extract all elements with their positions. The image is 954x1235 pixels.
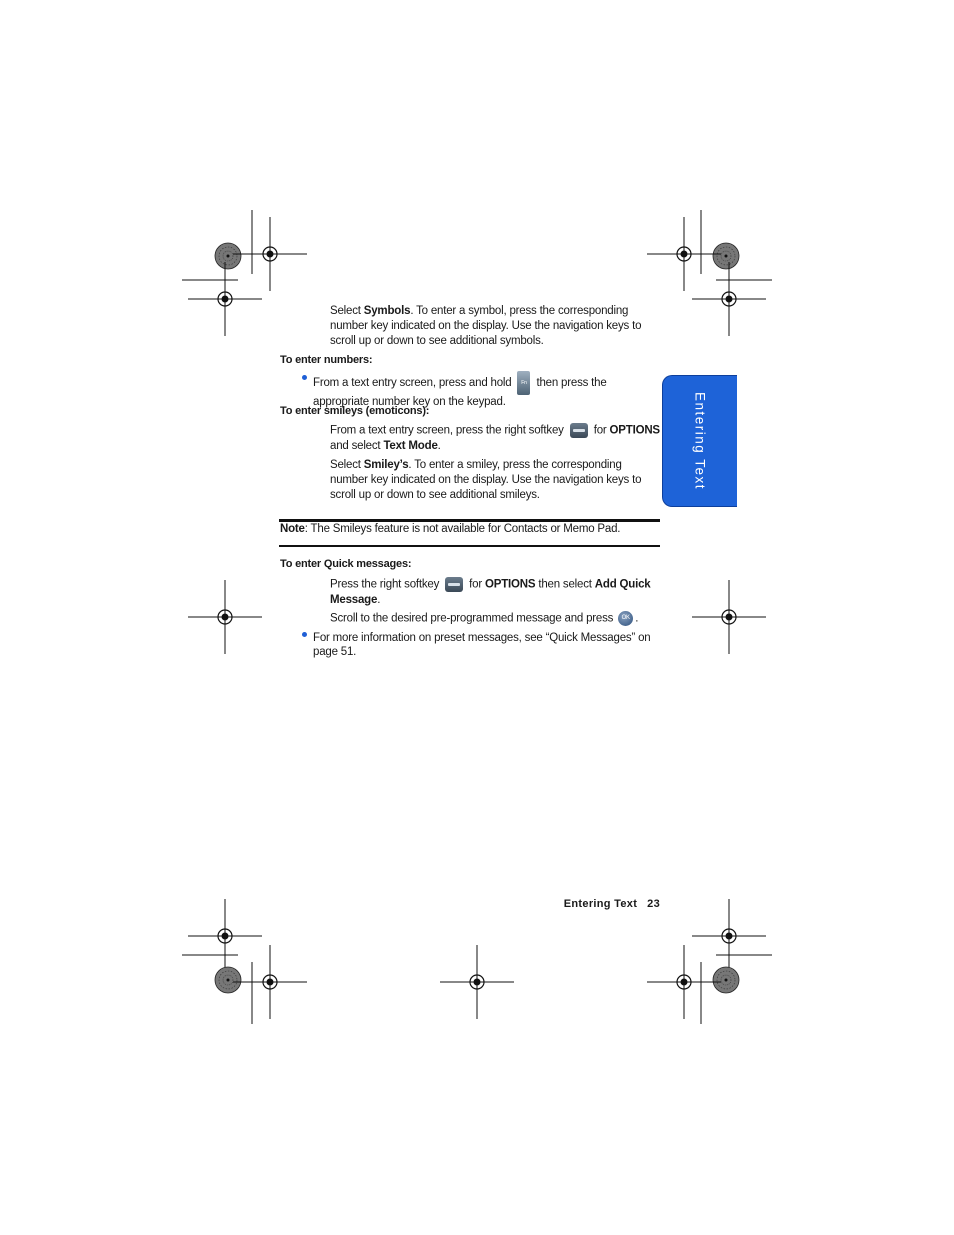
smileys-step1-mid: for bbox=[593, 424, 607, 437]
registration-starburst-icon bbox=[713, 243, 739, 269]
quick-step1-pre: Press the right softkey bbox=[330, 578, 440, 591]
ok-key-icon: OK bbox=[618, 611, 633, 626]
note-text bbox=[280, 522, 660, 537]
quick-step2-text: Scroll to the desired pre-programmed message and press bbox=[330, 612, 614, 625]
heading-numbers: To enter numbers: bbox=[280, 354, 373, 366]
registration-cross-icon bbox=[692, 580, 766, 654]
registration-cross-icon bbox=[188, 899, 262, 973]
bullet-icon bbox=[302, 632, 307, 637]
symbols-paragraph bbox=[330, 304, 652, 349]
registration-starburst-icon bbox=[215, 967, 241, 993]
smileys-step2-post: . To enter a smiley, press the corresponding number key indicated on the display. Use the navigation keys to scroll up or down to see additional smileys. bbox=[330, 459, 642, 501]
numbers-bullet-post: then press the appropriate number key on the keypad. bbox=[313, 377, 607, 408]
registration-cross-icon bbox=[692, 899, 766, 973]
quick-step1-for: for bbox=[469, 578, 482, 591]
numbers-bullet-pre: From a text entry screen, press and hold bbox=[313, 377, 512, 390]
symbols-post: . To enter a symbol, press the corresponding number key indicated on the display. Use the navigation keys to scroll up or down to see additional symbols. bbox=[330, 305, 642, 347]
quick-step2: Scroll to the desired pre-programmed message and press OK . bbox=[330, 612, 639, 625]
registration-cross-icon bbox=[188, 262, 262, 336]
note-label: Note bbox=[280, 523, 305, 535]
numbers-bullet-text bbox=[313, 371, 653, 409]
heading-quick: To enter Quick messages: bbox=[280, 558, 412, 570]
registration-cross-icon bbox=[233, 217, 307, 291]
right-softkey-icon bbox=[570, 423, 588, 438]
registration-cross-icon bbox=[188, 580, 262, 654]
smileys-textmode: Text Mode bbox=[383, 439, 438, 452]
smileys-step1: From a text entry screen, press the right softkey for OPTIONS and select Text Mode. bbox=[330, 424, 660, 452]
note-bottom-rule bbox=[279, 545, 660, 547]
registration-cross-icon bbox=[647, 945, 721, 1019]
registration-cross-icon bbox=[647, 217, 721, 291]
smileys-step2-bold: Smiley’s bbox=[363, 459, 409, 471]
section-tab-label: Entering Text bbox=[692, 391, 708, 491]
symbols-pre: Select bbox=[330, 305, 364, 317]
page-number: 23 bbox=[647, 898, 660, 910]
smileys-step2-pre: Select bbox=[330, 459, 364, 471]
bullet-icon bbox=[302, 375, 307, 380]
registration-cross-icon bbox=[233, 945, 307, 1019]
quick-step1: Press the right softkey for OPTIONS then select Add Quick Message. bbox=[330, 578, 651, 606]
quick-options: OPTIONS bbox=[485, 578, 536, 591]
section-tab bbox=[662, 375, 737, 507]
registration-cross-icon bbox=[440, 945, 514, 1019]
quick-step1-then: then select bbox=[538, 578, 592, 591]
quick-add-message: Add Quick Message bbox=[330, 578, 651, 606]
heading-smileys: To enter smileys (emoticons): bbox=[280, 405, 430, 417]
smileys-options: OPTIONS bbox=[609, 424, 660, 437]
smileys-step1-and: and select bbox=[330, 439, 381, 452]
symbols-bold: Symbols bbox=[363, 305, 411, 317]
smileys-step1-pre: From a text entry screen, press the right softkey bbox=[330, 424, 564, 437]
note-body: : The Smileys feature is not available for Contacts or Memo Pad. bbox=[304, 523, 621, 535]
quick-bullet-text: For more information on preset messages, see “Quick Messages” on page 51. bbox=[313, 632, 651, 658]
fn-key-icon: Fn bbox=[517, 371, 530, 395]
registration-starburst-icon bbox=[713, 967, 739, 993]
registration-cross-icon bbox=[692, 262, 766, 336]
smileys-step2 bbox=[330, 458, 652, 503]
page-footer bbox=[560, 898, 660, 910]
registration-starburst-icon bbox=[215, 243, 241, 269]
footer-section: Entering Text bbox=[563, 898, 638, 910]
right-softkey-icon bbox=[445, 577, 463, 592]
